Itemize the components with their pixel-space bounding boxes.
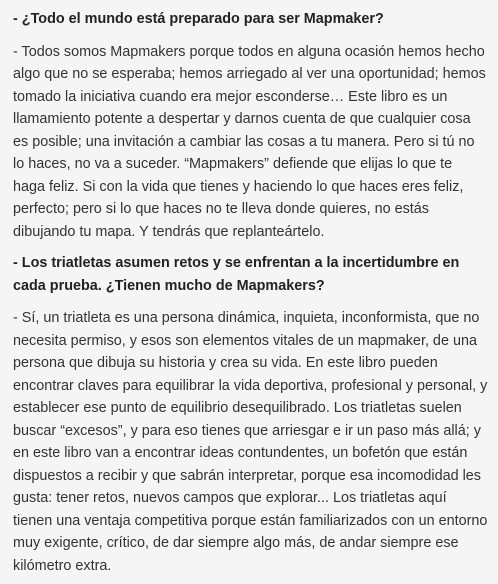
interview-question-2: - Los triatletas asumen retos y se enfrentan a la incertidumbre en cada prueba. ¿Tienen mucho de Mapmakers? xyxy=(13,255,460,294)
interview-question-1: - ¿Todo el mundo está preparado para ser Mapmaker? xyxy=(13,11,384,27)
interview-answer-1: - Todos somos Mapmakers porque todos en alguna ocasión hemos hecho algo que no se esperaba; hemos arriegado al ver una oportunidad; hemos tomado la iniciativa cuando era mejor esconderse… Este libro es un llamamiento potente a despertar y darnos cuenta de que cualquier cosa es posible; una invitación a cambiar las cosas a tu manera. Pero si tú no lo haces, no va a suceder. “Mapmakers” defiende que elijas lo que te haga feliz. Si con la vida que tienes y haciendo lo que haces eres feliz, perfecto; pero si lo que haces no te lleva donde quieres, no estás dibujando tu mapa. Y tendrás que replanteártelo. xyxy=(13,43,486,240)
interview-answer-2: - Sí, un triatleta es una persona dinámica, inquieta, inconformista, que no necesita permiso, y esos son elementos vitales de un mapmaker, de una persona que dibuja su historia y crea su vida. En este libro pueden encontrar claves para equilibrar la vida deportiva, profesional y personal, y establecer ese punto de equilibrio desequilibrado. Los triatletas suelen buscar “excesos”, y para eso tienes que arriesgar e ir un paso más allá; y en este libro van a encontrar ideas contundentes, un bofetón que están dispuestos a recibir y que sabrán interpretar, porque esa incomodidad les gusta: tener retos, nuevos campos que explorar... Los triatletas aquí tienen una ventaja competitiva porque están familiarizados con un entorno muy exigente, crítico, de dar siempre algo más, de andar siempre ese kilómetro extra. xyxy=(13,310,488,574)
